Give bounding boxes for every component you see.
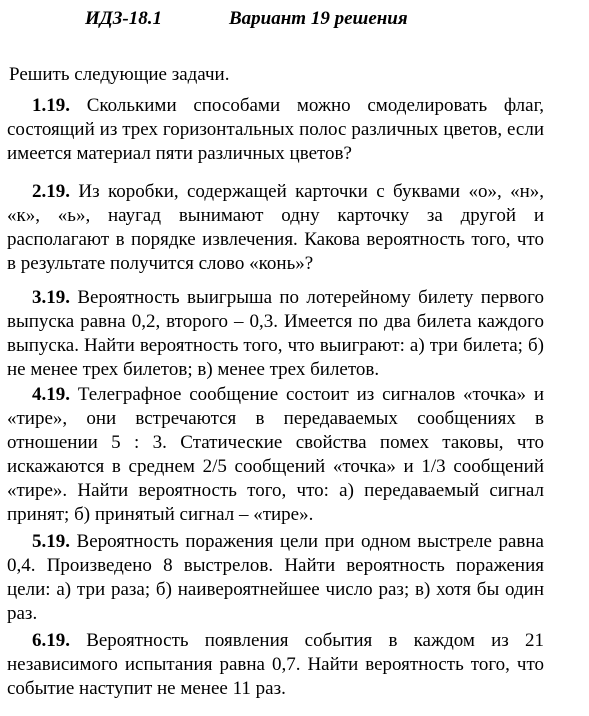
task-number: 2.19. bbox=[32, 181, 70, 202]
task-6 bbox=[7, 629, 544, 701]
task-number: 1.19. bbox=[32, 95, 70, 116]
variant-title: Вариант 19 решения bbox=[229, 8, 408, 29]
task-2 bbox=[7, 180, 544, 276]
task-text: Из коробки, содержащей карточки с буквами «о», «н», «к», «ь», наугад вынимают одну карточку за другой и располагают в порядке извлечения. Какова вероятность того, что в результате получится слово «конь»? bbox=[7, 181, 545, 274]
task-number: 6.19. bbox=[32, 630, 70, 651]
task-text: Телеграфное сообщение состоит из сигналов «точка» и «тире», они встречаются в передаваемых сообщениях в отношении 5 : 3. Статические свойства помех таковы, что искажаются в среднем 2/5 сообщений «точка» и 1/3 сообщений «тире». Найти вероятность того, что: а) передаваемый сигнал принят; б) принятый сигнал – «тире». bbox=[7, 384, 544, 525]
task-text: Вероятность появления события в каждом из 21 независимого испытания равна 0,7. Найти вероятность того, что событие наступит не менее 11 раз. bbox=[7, 630, 545, 699]
page-header bbox=[0, 8, 589, 36]
task-1 bbox=[7, 94, 544, 166]
task-3 bbox=[7, 286, 544, 382]
task-5 bbox=[7, 530, 544, 626]
task-text: Вероятность поражения цели при одном выстреле равна 0,4. Произведено 8 выстрелов. Найти вероятность поражения цели: а) три раза; б) наивероятнейшее число раз; в) хотя бы один раз. bbox=[7, 531, 544, 624]
task-4 bbox=[7, 383, 544, 527]
task-number: 3.19. bbox=[32, 287, 70, 308]
task-text: Сколькими способами можно смоделировать флаг, состоящий из трех горизонтальных полос различных цветов, если имеется материал пяти различных цветов? bbox=[7, 95, 545, 164]
task-number: 5.19. bbox=[32, 531, 70, 552]
task-text: Вероятность выигрыша по лотерейному билету первого выпуска равна 0,2, второго – 0,3. Имеется по два билета каждого выпуска. Найти вероятность того, что выиграют: а) три билета; б) не менее трех билетов; в) менее трех билетов. bbox=[7, 287, 544, 380]
intro-text: Решить следующие задачи. bbox=[9, 64, 230, 85]
assignment-code: ИДЗ-18.1 bbox=[85, 8, 163, 29]
task-number: 4.19. bbox=[32, 384, 70, 405]
